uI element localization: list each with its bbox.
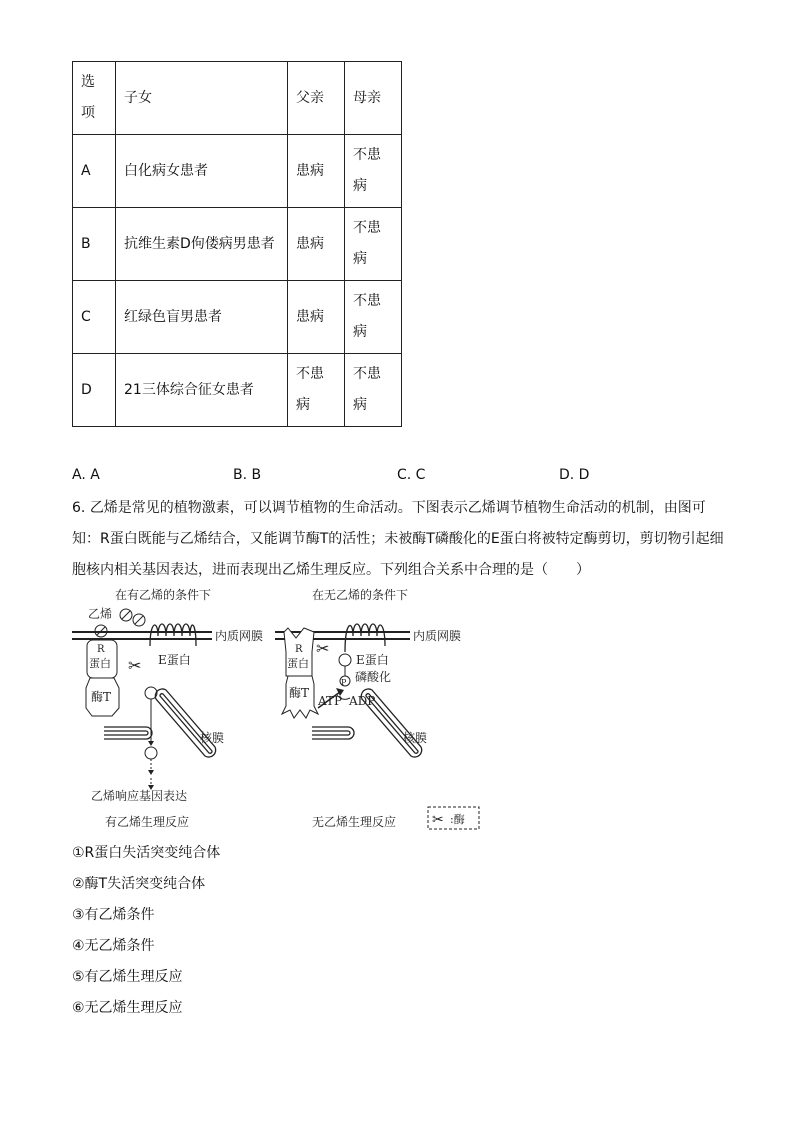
- header-mother: 母亲: [345, 62, 402, 135]
- nuclear-membrane: [104, 689, 216, 757]
- nuclear-membrane-label-2: 核膜: [403, 731, 428, 745]
- header-option: 选项: [73, 62, 116, 135]
- scissors-icon: ✂: [432, 812, 444, 828]
- scissors-icon: ✂: [128, 656, 142, 675]
- r-protein-label-2: 蛋白: [287, 657, 309, 670]
- list-item: ⑤有乙烯生理反应: [72, 969, 183, 985]
- question-text: 乙烯是常见的植物激素，可以调节植物的生命活动。下图表示乙烯调节植物生命活动的机制，由图可知：R蛋白既能与乙烯结合，又能调节酶T的活性；未被酶T磷酸化的E蛋白将被特定酶剪切，剪切物引起细胞核内相关基因表达，进而表现出乙烯生理反应。下列组合关系中合理的是（ ）: [72, 500, 724, 578]
- arrow-head-icon: [148, 741, 154, 746]
- table-row: [73, 135, 402, 208]
- legend-label: :酶: [450, 813, 465, 826]
- row-father: 患病: [288, 135, 345, 208]
- phosphorylation-label: 磷酸化: [355, 670, 392, 684]
- list-item: ①R蛋白失活突变纯合体: [72, 845, 221, 861]
- row-father: 患病: [288, 281, 345, 354]
- row-father: 患病: [288, 208, 345, 281]
- er-membrane-label-2: 内质网膜: [413, 629, 462, 643]
- row-child: 白化病女患者: [116, 135, 288, 208]
- choice-c[interactable]: C. C: [397, 467, 426, 483]
- list-item: ②酶T失活突变纯合体: [72, 876, 206, 892]
- choice-b[interactable]: B. B: [233, 467, 262, 483]
- fragment-in-nucleus-icon: [145, 747, 157, 759]
- e-protein-label: E蛋白: [158, 653, 191, 667]
- e-protein-coil-icon: [150, 624, 196, 646]
- er-membrane: [72, 632, 212, 639]
- left-caption: 有乙烯生理反应: [105, 815, 190, 829]
- atp-label: ATP: [318, 694, 343, 708]
- row-mother: 不患病: [345, 208, 402, 281]
- enzyme-t-label: 酶T: [289, 686, 310, 700]
- nuclear-membrane-label: 核膜: [200, 731, 225, 745]
- er-membrane-label: 内质网膜: [215, 629, 264, 643]
- phosphate-label: P: [341, 678, 347, 687]
- row-mother: 不患病: [345, 281, 402, 354]
- header-child: 子女: [116, 62, 288, 135]
- choice-a[interactable]: A. A: [72, 467, 100, 483]
- arrow-head-icon: [148, 770, 154, 775]
- left-title: 在有乙烯的条件下: [115, 588, 212, 602]
- question-6: [72, 493, 732, 586]
- table-header-row: [73, 62, 402, 135]
- options-table: [72, 61, 402, 427]
- question-number: 6.: [72, 500, 86, 516]
- right-caption: 无乙烯生理反应: [312, 815, 397, 829]
- gene-expression-label: 乙烯响应基因表达: [91, 789, 188, 803]
- e-protein-label-2: E蛋白: [356, 653, 389, 667]
- right-title: 在无乙烯的条件下: [312, 588, 409, 602]
- row-option: C: [73, 281, 116, 354]
- ethylene-label: 乙烯: [88, 607, 113, 621]
- table-row: [73, 281, 402, 354]
- row-option: D: [73, 354, 116, 427]
- row-option: B: [73, 208, 116, 281]
- row-father: 不患病: [288, 354, 345, 427]
- choice-d[interactable]: D. D: [559, 467, 590, 483]
- e-protein-fragment-icon: [339, 654, 351, 666]
- table-row: [73, 354, 402, 427]
- row-child: 抗维生素D佝偻病男患者: [116, 208, 288, 281]
- r-protein-label: R: [97, 644, 105, 655]
- row-child: 21三体综合征女患者: [116, 354, 288, 427]
- row-mother: 不患病: [345, 135, 402, 208]
- list-item: ③有乙烯条件: [72, 907, 155, 923]
- r-protein-label: R: [295, 644, 303, 655]
- enzyme-t-label: 酶T: [91, 690, 112, 704]
- table-row: [73, 208, 402, 281]
- adp-label: ADP: [349, 694, 376, 708]
- row-mother: 不患病: [345, 354, 402, 427]
- list-item: ⑥无乙烯生理反应: [72, 1000, 183, 1016]
- ethylene-mechanism-figure: [0, 580, 794, 840]
- row-option: A: [73, 135, 116, 208]
- r-protein-label-2: 蛋白: [89, 657, 111, 670]
- row-child: 红绿色盲男患者: [116, 281, 288, 354]
- header-father: 父亲: [288, 62, 345, 135]
- list-item: ④无乙烯条件: [72, 938, 155, 954]
- scissors-icon: ✂: [316, 639, 330, 658]
